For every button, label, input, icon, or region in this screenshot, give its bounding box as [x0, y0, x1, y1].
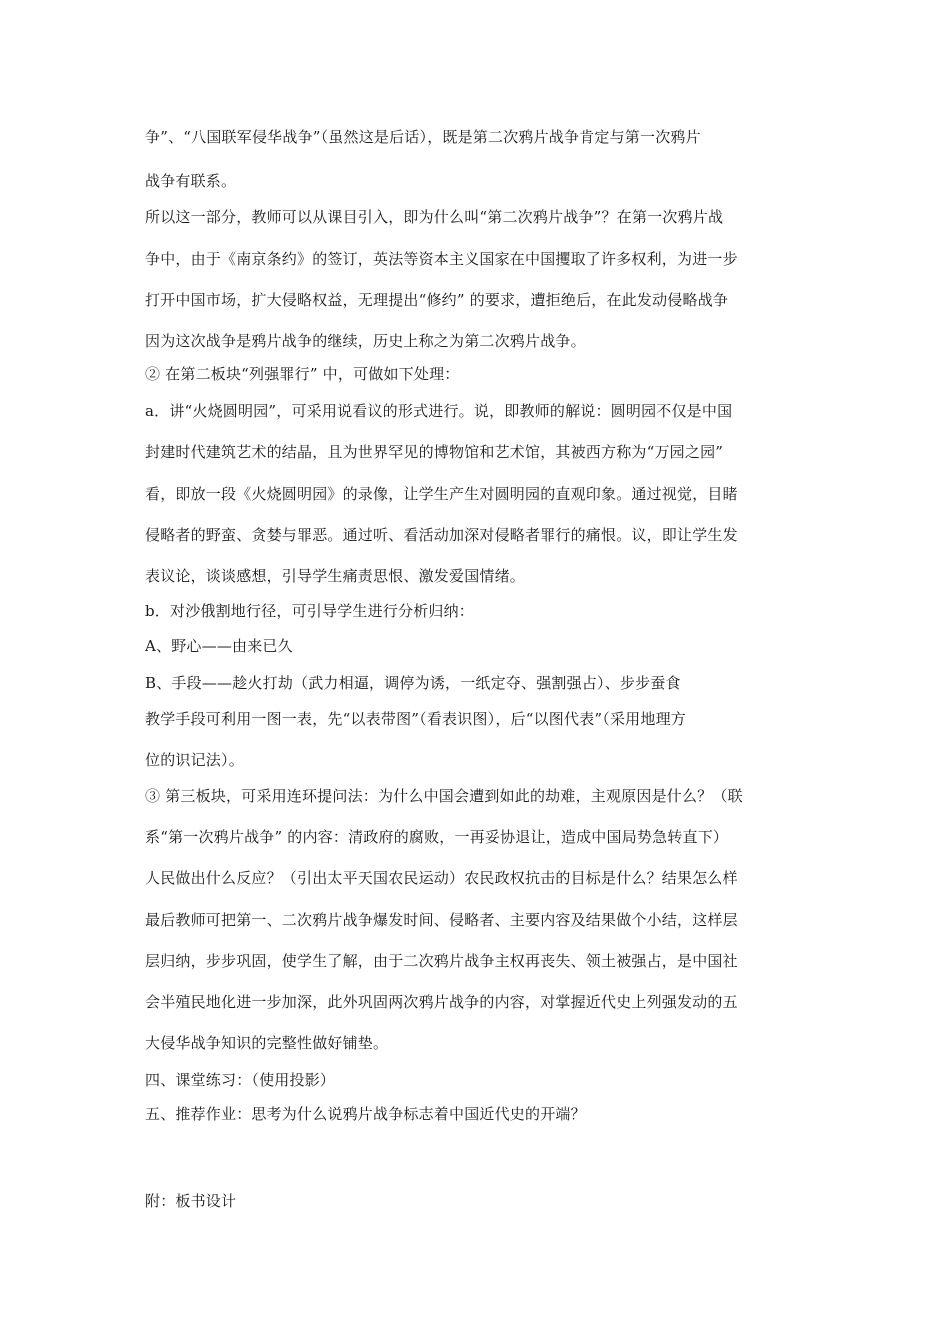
text-line: 打开中国市场，扩大侵略权益，无理提出“修约” 的要求，遭拒绝后，在此发动侵略战争 — [145, 291, 729, 309]
text-line: A、野心——由来已久 — [145, 637, 293, 655]
text-line: 争中，由于《南京条约》的签订，英法等资本主义国家在中国攫取了许多权利，为进一步 — [145, 250, 738, 268]
text-line: 侵略者的野蛮、贪婪与罪恶。通过听、看活动加深对侵略者罪行的痛恨。议，即让学生发 — [145, 526, 738, 544]
text-line: ③ 第三板块，可采用连环提问法：为什么中国会遭到如此的劫难，主观原因是什么？（联 — [145, 787, 743, 805]
text-line: 表议论，谈谈感想，引导学生痛责思恨、激发爱国情绪。 — [145, 567, 526, 585]
text-line: 争”、“八国联军侵华战争”（虽然这是后话），既是第二次鸦片战争肯定与第一次鸦片 — [145, 128, 701, 146]
text-line: 战争有联系。 — [145, 172, 237, 190]
text-line: 所以这一部分，教师可以从课目引入，即为什么叫“第二次鸦片战争”？在第一次鸦片战 — [145, 208, 724, 226]
text-line: 封建时代建筑艺术的结晶，且为世界罕见的博物馆和艺术馆，其被西方称为“万园之园” — [145, 443, 724, 461]
text-line: 最后教师可把第一、二次鸦片战争爆发时间、侵略者、主要内容及结果做个小结，这样层 — [145, 911, 738, 929]
text-line: 位的识记法）。 — [145, 751, 244, 769]
text-line: 看，即放一段《火烧圆明园》的录像，让学生产生对圆明园的直观印象。通过视觉，目睹 — [145, 485, 738, 503]
text-line: 大侵华战争知识的完整性做好铺垫。 — [145, 1034, 389, 1052]
text-line: 四、课堂练习：（使用投影） — [145, 1071, 336, 1089]
text-line: 因为这次战争是鸦片战争的继续，历史上称之为第二次鸦片战争。 — [145, 332, 586, 350]
text-line: 层归纳，步步巩固，使学生了解，由于二次鸦片战争主权再丧失、领土被强占，是中国社 — [145, 952, 738, 970]
text-line: 人民做出什么反应？（引出太平天国农民运动）农民政权抗击的目标是什么？结果怎么样 — [145, 869, 738, 887]
text-line: ② 在第二板块“列强罪行” 中，可做如下处理： — [145, 365, 460, 383]
text-line: 教学手段可利用一图一表，先“以表带图”（看表识图），后“以图代表”（采用地理方 — [145, 710, 686, 728]
text-line: 五、推荐作业：思考为什么说鸦片战争标志着中国近代史的开端？ — [145, 1105, 586, 1123]
text-line: B、手段——趁火打劫（武力相逼，调停为诱，一纸定夺、强割强占）、步步蚕食 — [145, 674, 681, 692]
text-line: 系“第一次鸦片战争” 的内容：清政府的腐败，一再妥协退让，造成中国局势急转直下） — [145, 828, 729, 846]
text-line: a．讲“火烧圆明园”，可采用说看议的形式进行。说，即教师的解说：圆明园不仅是中国 — [145, 402, 733, 420]
text-line: b．对沙俄割地行径，可引导学生进行分析归纳： — [145, 602, 475, 620]
text-line: 附：板书设计 — [145, 1192, 237, 1210]
text-line: 会半殖民地化进一步加深，此外巩固两次鸦片战争的内容，对掌握近代史上列强发动的五 — [145, 993, 738, 1011]
